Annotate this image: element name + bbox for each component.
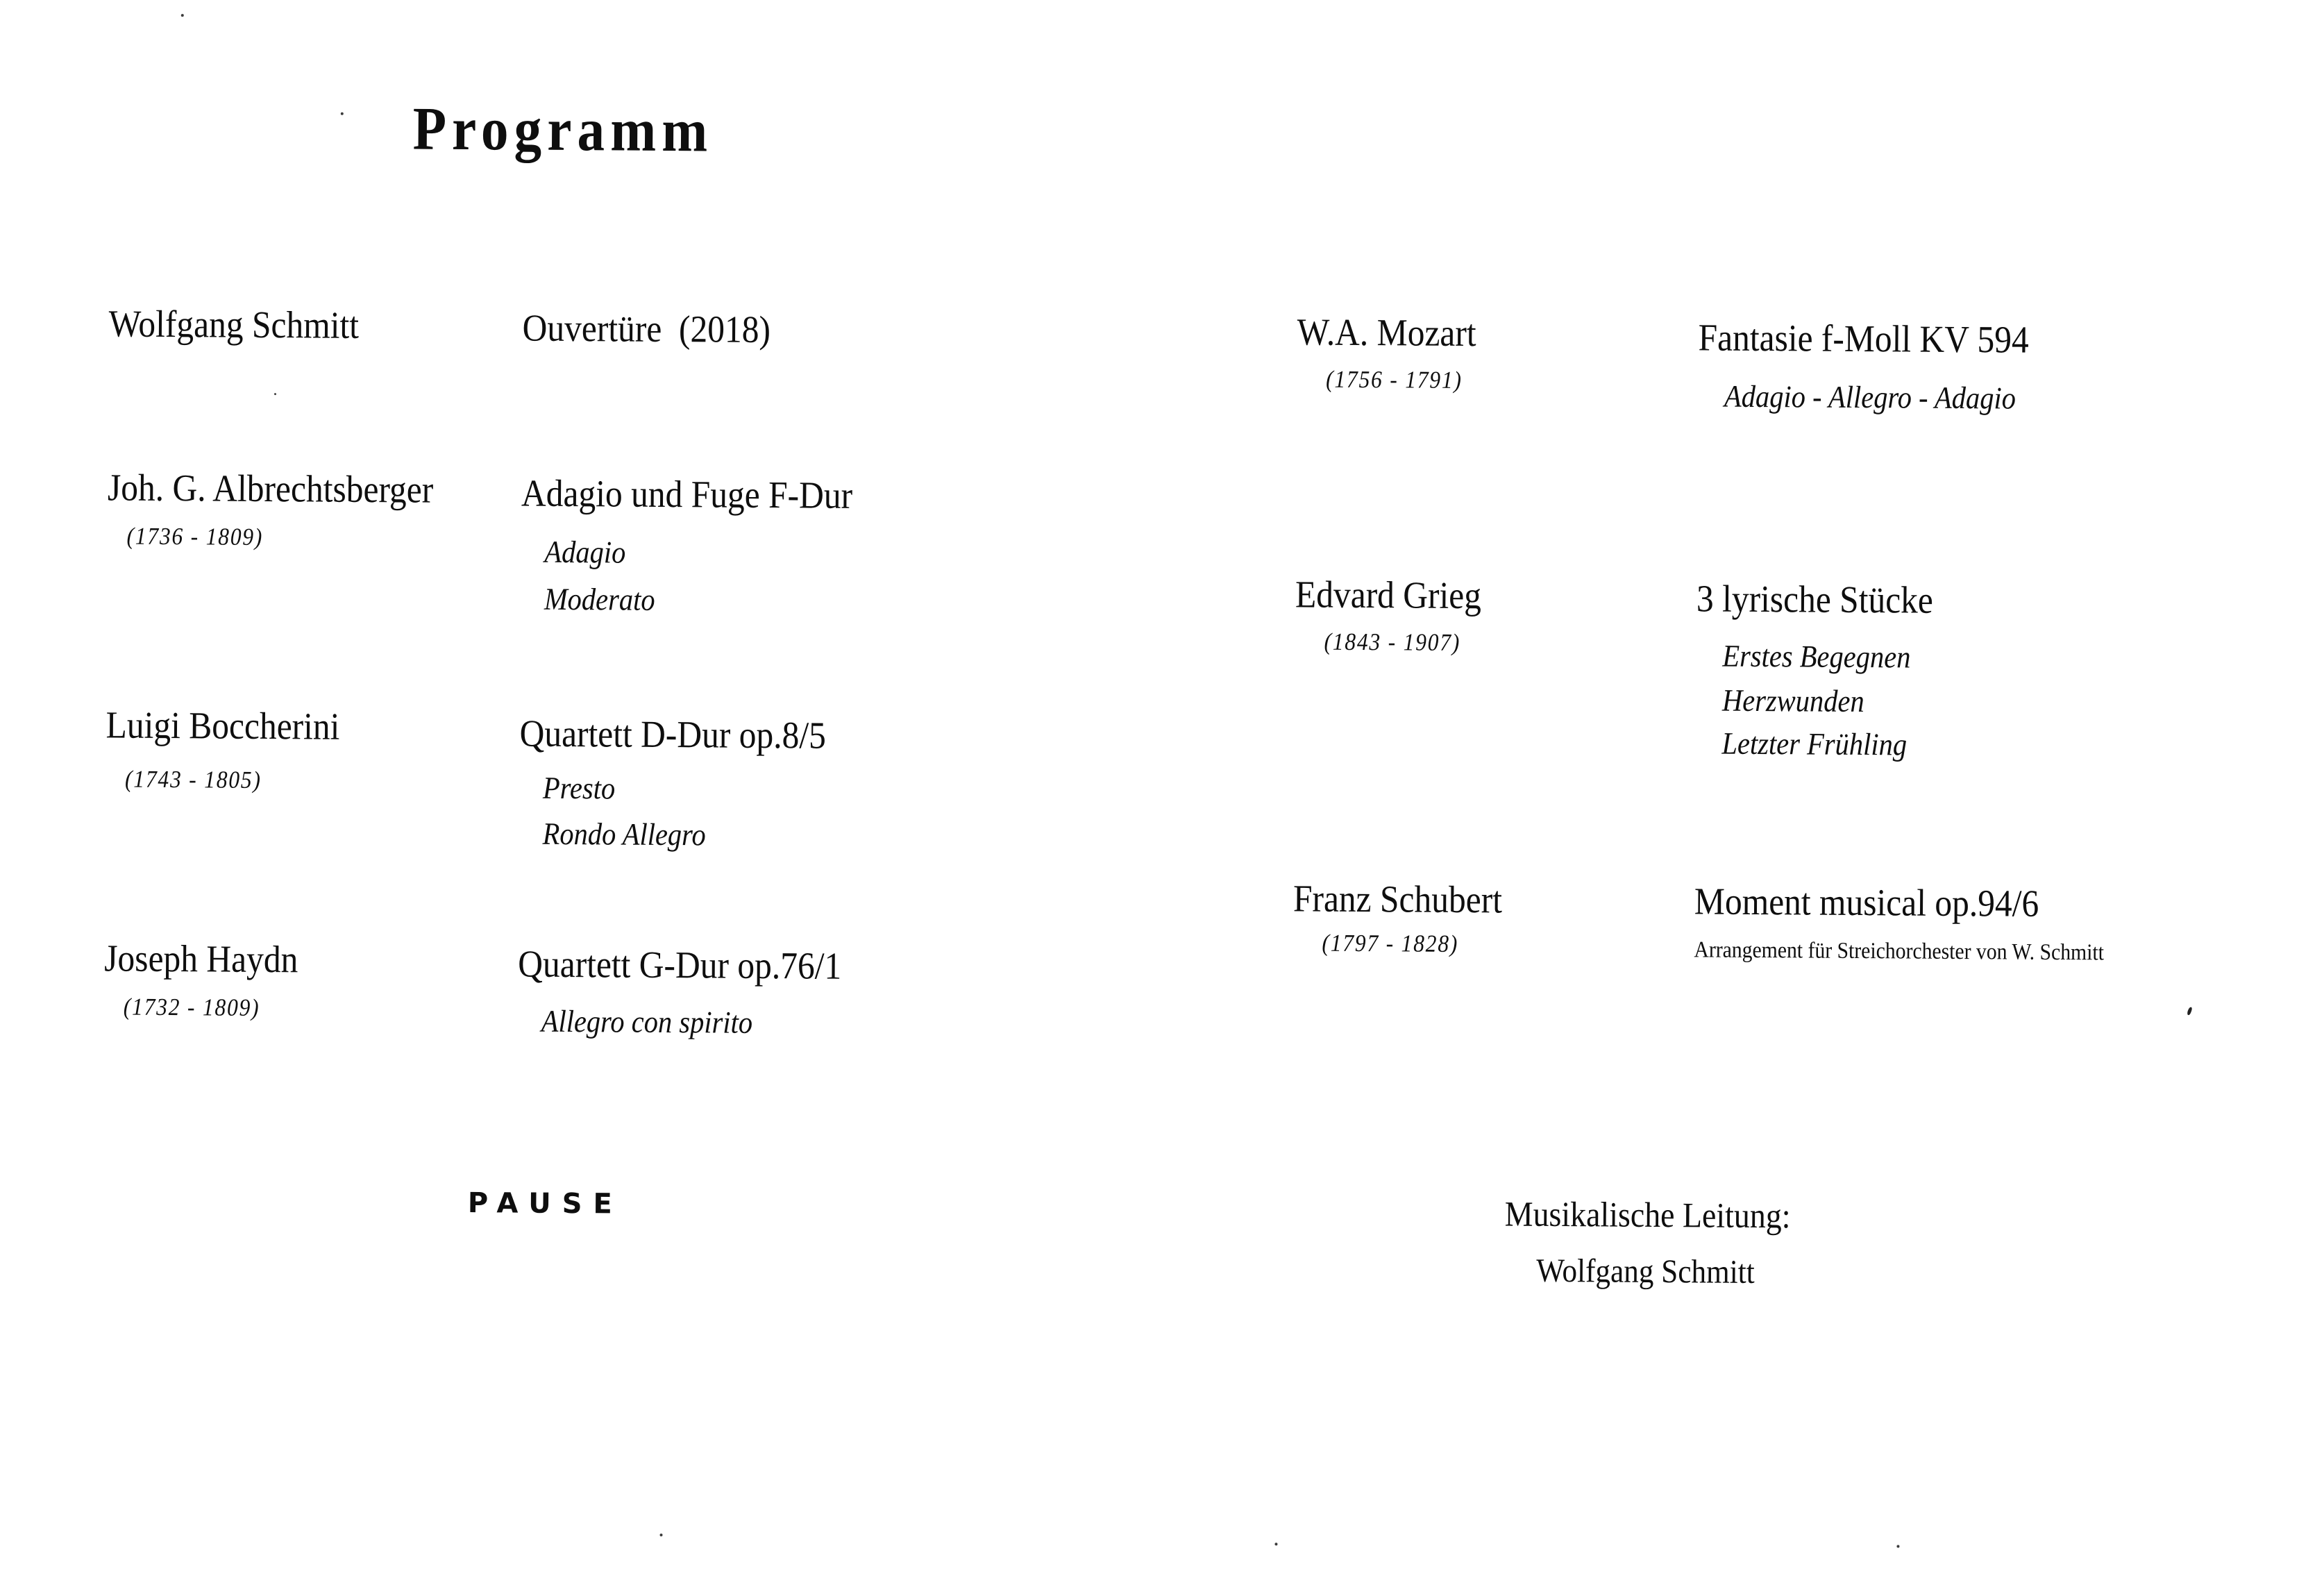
movement: Rondo Allegro (542, 816, 706, 853)
movement: Adagio - Allegro - Adagio (1724, 378, 2016, 416)
scan-speck (660, 1534, 663, 1536)
work-title: Ouvertüre (2018) (522, 306, 771, 351)
work-title: 3 lyrische Stücke (1696, 577, 1934, 621)
arrangement-note: Arrangement für Streichorchester von W. Schmitt (1694, 937, 2105, 966)
composer-dates: (1797 - 1828) (1322, 929, 1459, 957)
composer-name: Wolfgang Schmitt (108, 302, 360, 346)
work-title: Quartett D-Dur op.8/5 (519, 712, 827, 757)
composer-dates: (1732 - 1809) (123, 993, 260, 1021)
movement: Moderato (544, 581, 655, 617)
composer-name: Joh. G. Albrechtsberger (107, 466, 434, 511)
composer-dates: (1843 - 1907) (1324, 628, 1461, 656)
scan-speck (274, 393, 276, 395)
composer-name: Joseph Haydn (104, 937, 298, 981)
leitung-name: Wolfgang Schmitt (1536, 1252, 1755, 1291)
work-title: Adagio und Fuge F-Dur (521, 471, 853, 517)
movement: Letzter Frühling (1721, 725, 1908, 762)
composer-name: Franz Schubert (1292, 877, 1503, 921)
page-title: Programm (412, 95, 714, 165)
composer-name: Edvard Grieg (1295, 573, 1482, 617)
work-title: Fantasie f-Moll KV 594 (1698, 316, 2029, 361)
composer-dates: (1743 - 1805) (124, 765, 262, 794)
movement: Presto (542, 770, 616, 806)
movement: Erstes Begegnen (1722, 638, 1911, 675)
scan-speck (1274, 1543, 1277, 1545)
movement: Herzwunden (1721, 682, 1864, 719)
scan-speck (1896, 1545, 1899, 1547)
composer-name: W.A. Mozart (1297, 310, 1476, 355)
pause-label: PAUSE (467, 1187, 623, 1220)
movement: Allegro con spirito (541, 1003, 753, 1040)
composer-dates: (1736 - 1809) (126, 522, 264, 551)
scan-speck (181, 14, 184, 17)
composer-name: Luigi Boccherini (106, 703, 340, 748)
scan-speck (341, 112, 344, 115)
scan-speck (2187, 1007, 2193, 1016)
work-title: Quartett G-Dur op.76/1 (518, 942, 842, 987)
work-title: Moment musical op.94/6 (1694, 880, 2039, 925)
movement: Adagio (544, 534, 626, 570)
leitung-label: Musikalische Leitung: (1504, 1195, 1791, 1236)
composer-dates: (1756 - 1791) (1326, 365, 1463, 394)
